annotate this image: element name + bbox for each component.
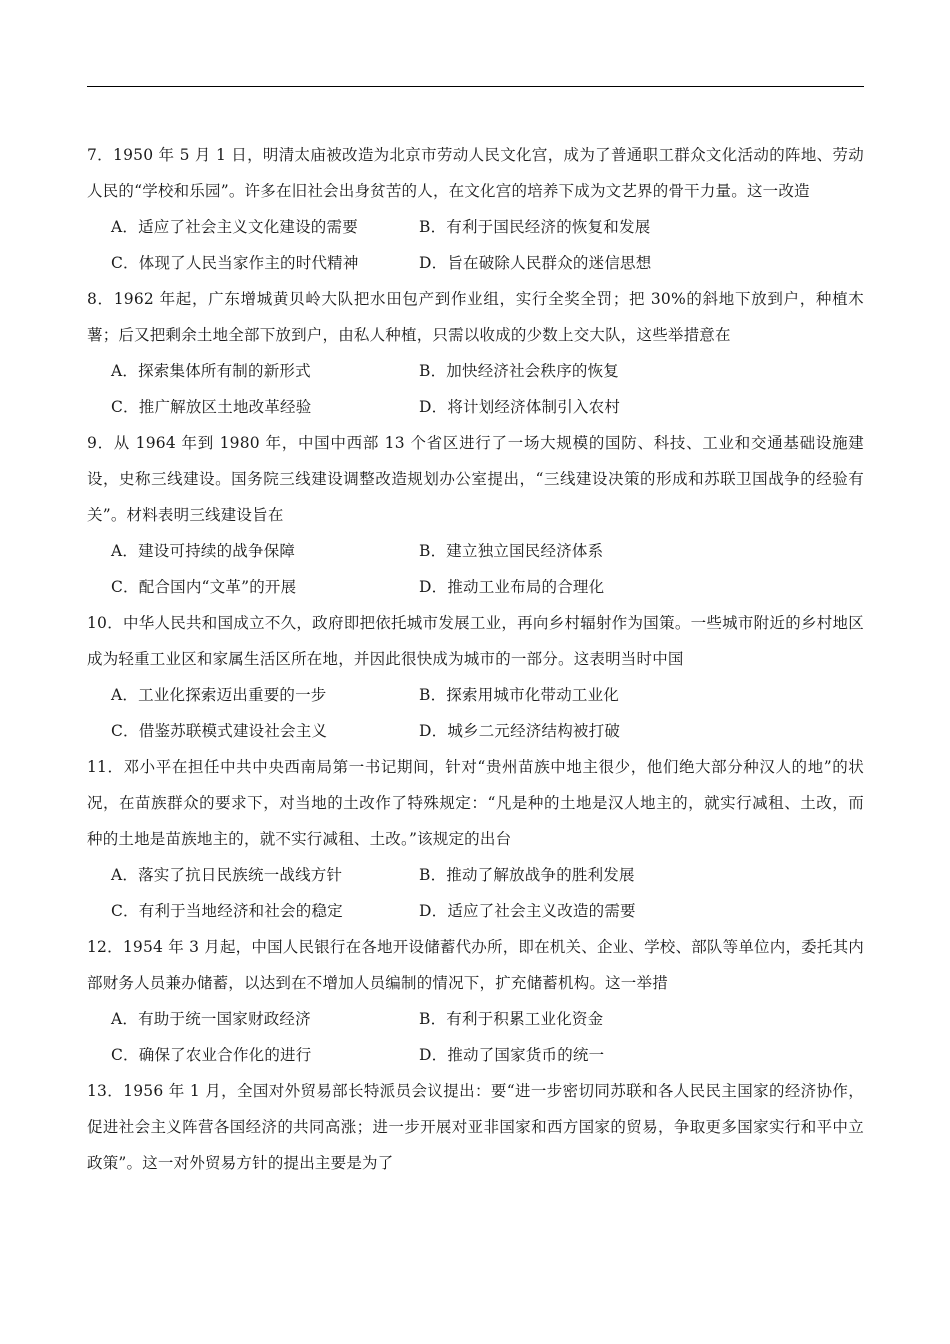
option-grid — [87, 209, 864, 281]
option-b[interactable]: B．探索用城市化带动工业化 — [419, 686, 619, 704]
option-b[interactable]: B．建立独立国民经济体系 — [419, 542, 604, 560]
header-rule — [87, 86, 864, 87]
option-c[interactable]: C．配合国内“文革”的开展 — [111, 578, 297, 596]
option-grid — [87, 353, 864, 425]
option-a[interactable]: A．有助于统一国家财政经济 — [111, 1010, 311, 1028]
question-7 — [87, 137, 864, 281]
option-d[interactable]: D．将计划经济体制引入农村 — [419, 398, 621, 416]
option-b[interactable]: B．推动了解放战争的胜利发展 — [419, 866, 635, 884]
question-9 — [87, 425, 864, 605]
question-list — [87, 137, 864, 1181]
option-grid — [87, 1001, 864, 1073]
question-stem: 10．中华人民共和国成立不久，政府即把依托城市发展工业，再向乡村辐射作为国策。一些城市附近的乡村地区成为轻重工业区和家属生活区所在地，并因此很快成为城市的一部分。这表明当时中国 — [87, 614, 864, 668]
question-stem: 11．邓小平在担任中共中央西南局第一书记期间，针对“贵州苗族中地主很少，他们绝大部分种汉人的地”的状况，在苗族群众的要求下，对当地的土改作了特殊规定：“凡是种的土地是汉人地主的，就实行减租、土改，而种的土地是苗族地主的，就不实行减租、土改。”该规定的出台 — [87, 758, 864, 848]
question-10 — [87, 605, 864, 749]
question-11 — [87, 749, 864, 929]
option-grid — [87, 677, 864, 749]
option-c[interactable]: C．借鉴苏联模式建设社会主义 — [111, 722, 328, 740]
question-stem: 12．1954 年 3 月起，中国人民银行在各地开设储蓄代办所，即在机关、企业、学校、部队等单位内，委托其内部财务人员兼办储蓄，以达到在不增加人员编制的情况下，扩充储蓄机构。这一举措 — [87, 938, 864, 992]
option-c[interactable]: C．推广解放区土地改革经验 — [111, 398, 312, 416]
question-8 — [87, 281, 864, 425]
option-grid — [87, 857, 864, 929]
option-a[interactable]: A．适应了社会主义文化建设的需要 — [111, 218, 358, 236]
option-c[interactable]: C．有利于当地经济和社会的稳定 — [111, 902, 343, 920]
option-grid — [87, 533, 864, 605]
option-b[interactable]: B．有利于国民经济的恢复和发展 — [419, 218, 651, 236]
question-stem: 13．1956 年 1 月，全国对外贸易部长特派员会议提出：要“进一步密切同苏联和各人民民主国家的经济协作，促进社会主义阵营各国经济的共同高涨；进一步开展对亚非国家和西方国家的贸易，争取更多国家实行和平中立政策”。这一对外贸易方针的提出主要是为了 — [87, 1082, 864, 1172]
question-stem: 8．1962 年起，广东增城黄贝岭大队把水田包产到作业组，实行全奖全罚；把 30%的斜地下放到户，种植木薯；后又把剩余土地全部下放到户，由私人种植，只需以收成的少数上交大队，这些举措意在 — [87, 290, 864, 344]
option-c[interactable]: C．体现了人民当家作主的时代精神 — [111, 254, 359, 272]
option-d[interactable]: D．城乡二元经济结构被打破 — [419, 722, 621, 740]
option-a[interactable]: A．建设可持续的战争保障 — [111, 542, 296, 560]
question-12 — [87, 929, 864, 1073]
option-b[interactable]: B．加快经济社会秩序的恢复 — [419, 362, 619, 380]
option-d[interactable]: D．适应了社会主义改造的需要 — [419, 902, 636, 920]
option-c[interactable]: C．确保了农业合作化的进行 — [111, 1046, 312, 1064]
option-a[interactable]: A．工业化探索迈出重要的一步 — [111, 686, 327, 704]
option-d[interactable]: D．旨在破除人民群众的迷信思想 — [419, 254, 652, 272]
question-stem: 7．1950 年 5 月 1 日，明清太庙被改造为北京市劳动人民文化宫，成为了普通职工群众文化活动的阵地、劳动人民的“学校和乐园”。许多在旧社会出身贫苦的人，在文化宫的培养下成为文艺界的骨干力量。这一改造 — [87, 146, 864, 200]
option-d[interactable]: D．推动了国家货币的统一 — [419, 1046, 605, 1064]
question-stem: 9．从 1964 年到 1980 年，中国中西部 13 个省区进行了一场大规模的国防、科技、工业和交通基础设施建设，史称三线建设。国务院三线建设调整改造规划办公室提出，“三线建设决策的形成和苏联卫国战争的经验有关”。材料表明三线建设旨在 — [87, 434, 864, 524]
option-a[interactable]: A．探索集体所有制的新形式 — [111, 362, 311, 380]
option-a[interactable]: A．落实了抗日民族统一战线方针 — [111, 866, 343, 884]
question-13 — [87, 1073, 864, 1181]
option-b[interactable]: B．有利于积累工业化资金 — [419, 1010, 604, 1028]
option-d[interactable]: D．推动工业布局的合理化 — [419, 578, 605, 596]
